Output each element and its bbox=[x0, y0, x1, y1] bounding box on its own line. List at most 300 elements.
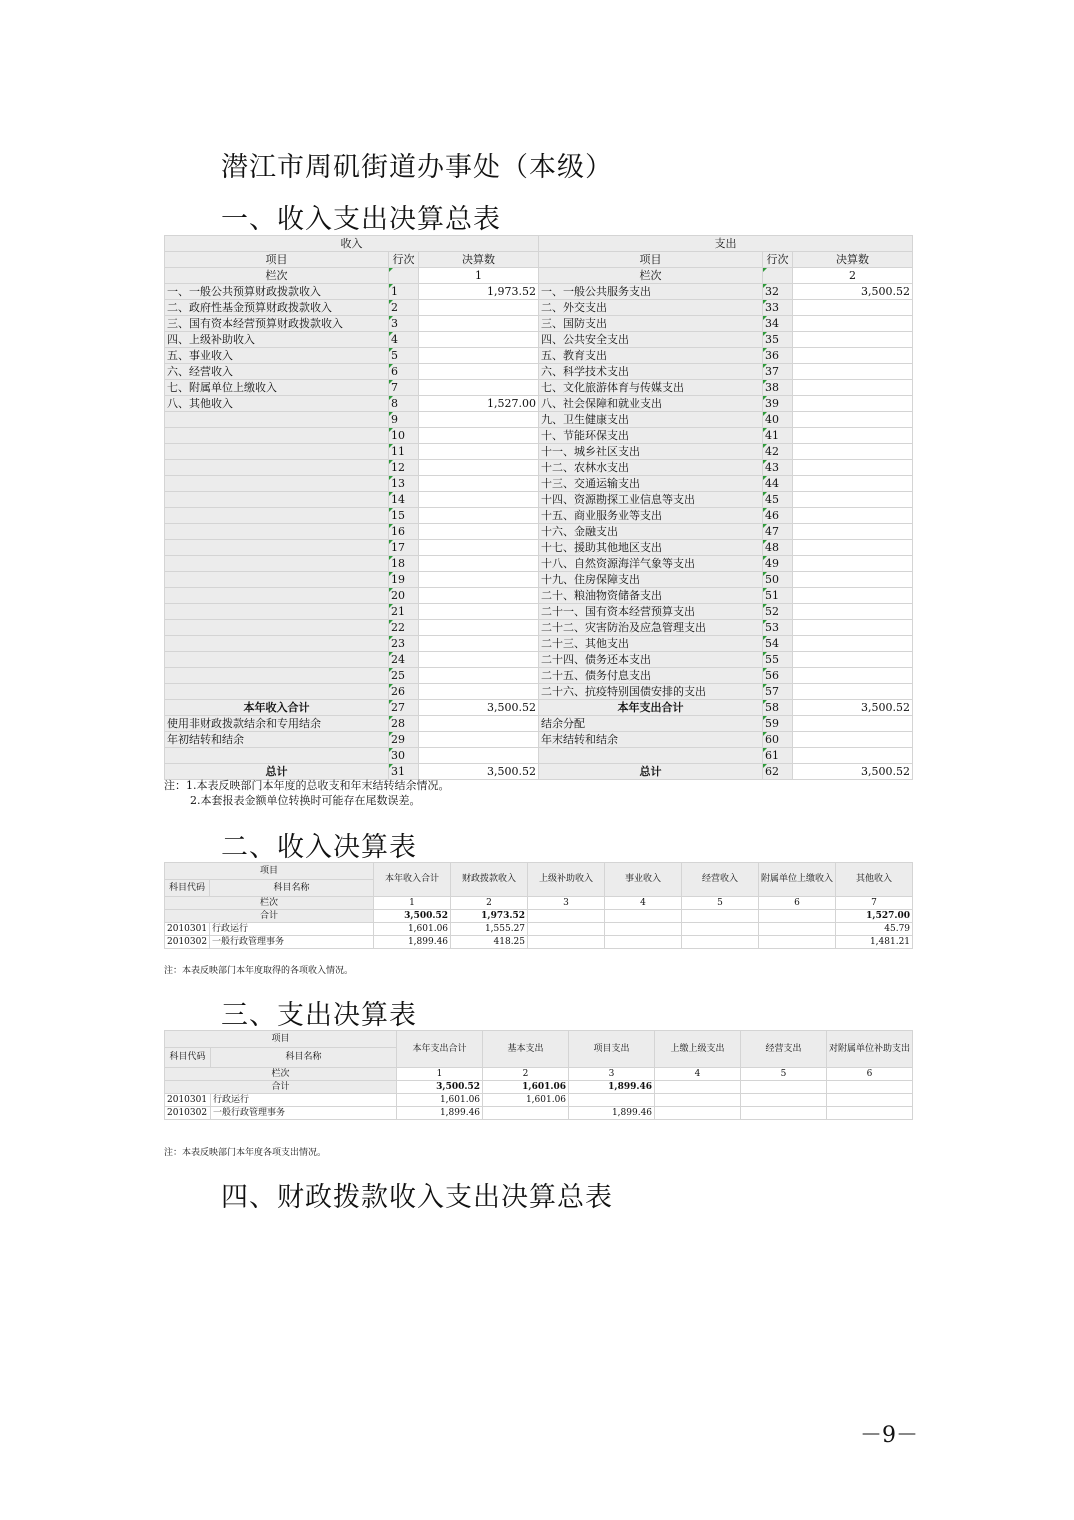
total-value bbox=[605, 910, 682, 923]
expense-item: 十五、商业服务业等支出 bbox=[539, 508, 763, 524]
subject-code: 2010302 bbox=[165, 936, 210, 949]
code-header: 科目代码 bbox=[165, 1048, 211, 1068]
table-row bbox=[165, 428, 913, 444]
expense-amount bbox=[793, 508, 913, 524]
col-number: 2 bbox=[483, 1068, 569, 1081]
col-number: 5 bbox=[682, 897, 759, 910]
income-amount bbox=[419, 620, 539, 636]
expense-row-no: 39 bbox=[763, 396, 793, 412]
expense-item: 十八、自然资源海洋气象等支出 bbox=[539, 556, 763, 572]
income-row-no: 30 bbox=[389, 748, 419, 764]
total-value bbox=[528, 910, 605, 923]
col-number: 7 bbox=[836, 897, 913, 910]
cell-value bbox=[741, 1107, 827, 1120]
expense-item: 二、外交支出 bbox=[539, 300, 763, 316]
income-row-no: 14 bbox=[389, 492, 419, 508]
cell-value bbox=[483, 1107, 569, 1120]
col-header-4: 上缴上级支出 bbox=[655, 1031, 741, 1068]
expense-amount bbox=[793, 316, 913, 332]
total-value: 1,899.46 bbox=[569, 1081, 655, 1094]
col-number: 3 bbox=[569, 1068, 655, 1081]
income-amount bbox=[419, 588, 539, 604]
income-item: 总计 bbox=[165, 764, 389, 780]
table-row bbox=[165, 300, 913, 316]
income-amount bbox=[419, 668, 539, 684]
income-row-no: 12 bbox=[389, 460, 419, 476]
income-row-no: 28 bbox=[389, 716, 419, 732]
cell-value: 1,481.21 bbox=[836, 936, 913, 949]
income-row-no: 8 bbox=[389, 396, 419, 412]
page-number: －9－ bbox=[860, 1423, 918, 1448]
expense-row-no: 51 bbox=[763, 588, 793, 604]
expense-row-no: 32 bbox=[763, 284, 793, 300]
expense-amount bbox=[793, 652, 913, 668]
col-number: 4 bbox=[655, 1068, 741, 1081]
subject-name: 行政运行 bbox=[210, 923, 374, 936]
table-row bbox=[165, 332, 913, 348]
expense-row-no: 33 bbox=[763, 300, 793, 316]
cell-value bbox=[682, 923, 759, 936]
income-row-no: 1 bbox=[389, 284, 419, 300]
income-item bbox=[165, 556, 389, 572]
total-value: 1,527.00 bbox=[836, 910, 913, 923]
expense-amount bbox=[793, 748, 913, 764]
expense-item: 五、教育支出 bbox=[539, 348, 763, 364]
col-header-5: 经营支出 bbox=[741, 1031, 827, 1068]
table-row bbox=[165, 412, 913, 428]
expense-row-no: 49 bbox=[763, 556, 793, 572]
expense-row-no: 62 bbox=[763, 764, 793, 780]
label-row: 栏次 bbox=[165, 1068, 397, 1081]
income-item: 本年收入合计 bbox=[165, 700, 389, 716]
income-amount bbox=[419, 716, 539, 732]
income-item bbox=[165, 524, 389, 540]
expense-amount bbox=[793, 460, 913, 476]
expense-item: 二十五、债务付息支出 bbox=[539, 668, 763, 684]
expense-row-no: 34 bbox=[763, 316, 793, 332]
income-row-no: 19 bbox=[389, 572, 419, 588]
expense-amount bbox=[793, 524, 913, 540]
expense-amount bbox=[793, 348, 913, 364]
total-value bbox=[682, 910, 759, 923]
income-item bbox=[165, 652, 389, 668]
total-row bbox=[165, 910, 913, 923]
income-item bbox=[165, 444, 389, 460]
table-row bbox=[165, 668, 913, 684]
expense-item: 二十、粮油物资储备支出 bbox=[539, 588, 763, 604]
expense-label-row: 栏次 bbox=[539, 268, 763, 284]
table-row bbox=[165, 492, 913, 508]
income-item bbox=[165, 748, 389, 764]
expense-amount bbox=[793, 444, 913, 460]
code-header: 科目代码 bbox=[165, 880, 210, 897]
expense-amount bbox=[793, 380, 913, 396]
table-row bbox=[165, 748, 913, 764]
income-row-no: 17 bbox=[389, 540, 419, 556]
col-header-5: 经营收入 bbox=[682, 863, 759, 897]
income-item bbox=[165, 620, 389, 636]
income-item: 二、政府性基金预算财政拨款收入 bbox=[165, 300, 389, 316]
section3-heading: 三、支出决算表 bbox=[221, 1000, 417, 1031]
section1-note-2: 2.本套报表金额单位转换时可能存在尾数误差。 bbox=[190, 794, 421, 807]
expense-row-no: 53 bbox=[763, 620, 793, 636]
table-row bbox=[165, 716, 913, 732]
expense-amount bbox=[793, 428, 913, 444]
expense-amount: 3,500.52 bbox=[793, 700, 913, 716]
income-row-no: 22 bbox=[389, 620, 419, 636]
income-item bbox=[165, 492, 389, 508]
table-row bbox=[165, 764, 913, 780]
income-amount bbox=[419, 444, 539, 460]
income-item bbox=[165, 684, 389, 700]
subject-code: 2010302 bbox=[165, 1107, 211, 1120]
expense-amount: 3,500.52 bbox=[793, 764, 913, 780]
table-row bbox=[165, 588, 913, 604]
table-row bbox=[165, 540, 913, 556]
income-item: 七、附属单位上缴收入 bbox=[165, 380, 389, 396]
expense-item: 本年支出合计 bbox=[539, 700, 763, 716]
expense-header: 支出 bbox=[539, 236, 913, 252]
expense-amount bbox=[793, 540, 913, 556]
expense-item: 十九、住房保障支出 bbox=[539, 572, 763, 588]
section1-note-1: 注：1.本表反映部门本年度的总收支和年末结转结余情况。 bbox=[164, 779, 450, 792]
income-row-no: 26 bbox=[389, 684, 419, 700]
income-statement-table bbox=[164, 862, 913, 949]
income-amount bbox=[419, 348, 539, 364]
table-row bbox=[165, 476, 913, 492]
expense-row-no: 57 bbox=[763, 684, 793, 700]
income-item bbox=[165, 588, 389, 604]
income-item bbox=[165, 476, 389, 492]
cell-value bbox=[741, 1094, 827, 1107]
cell-value bbox=[569, 1094, 655, 1107]
income-amount bbox=[419, 556, 539, 572]
expense-row-no: 40 bbox=[763, 412, 793, 428]
expense-row-no: 56 bbox=[763, 668, 793, 684]
expense-row-no: 45 bbox=[763, 492, 793, 508]
income-amount: 1,973.52 bbox=[419, 284, 539, 300]
table-row bbox=[165, 284, 913, 300]
expense-amount bbox=[793, 396, 913, 412]
col-header-1: 本年支出合计 bbox=[397, 1031, 483, 1068]
income-header: 收入 bbox=[165, 236, 539, 252]
cell-value bbox=[655, 1107, 741, 1120]
income-item bbox=[165, 540, 389, 556]
table-row bbox=[165, 636, 913, 652]
table-row bbox=[165, 572, 913, 588]
cell-value bbox=[759, 936, 836, 949]
income-amount: 1,527.00 bbox=[419, 396, 539, 412]
col-number: 1 bbox=[374, 897, 451, 910]
expense-row-no: 35 bbox=[763, 332, 793, 348]
expense-item: 十六、金融支出 bbox=[539, 524, 763, 540]
income-row-no: 18 bbox=[389, 556, 419, 572]
expense-amount bbox=[793, 476, 913, 492]
income-item: 八、其他收入 bbox=[165, 396, 389, 412]
cell-value: 418.25 bbox=[451, 936, 528, 949]
expense-item: 十七、援助其他地区支出 bbox=[539, 540, 763, 556]
col-header-1: 本年收入合计 bbox=[374, 863, 451, 897]
income-amount bbox=[419, 652, 539, 668]
income-item: 使用非财政拨款结余和专用结余 bbox=[165, 716, 389, 732]
section2-heading: 二、收入决算表 bbox=[221, 832, 417, 863]
name-header: 科目名称 bbox=[210, 880, 374, 897]
expense-amount bbox=[793, 684, 913, 700]
cell-value: 1,601.06 bbox=[397, 1094, 483, 1107]
cell-value bbox=[827, 1107, 913, 1120]
expense-amount bbox=[793, 300, 913, 316]
expense-amount bbox=[793, 556, 913, 572]
income-item: 六、经营收入 bbox=[165, 364, 389, 380]
total-value: 3,500.52 bbox=[397, 1081, 483, 1094]
expense-item bbox=[539, 748, 763, 764]
income-row-no: 3 bbox=[389, 316, 419, 332]
subject-code: 2010301 bbox=[165, 923, 210, 936]
expense-item: 十四、资源勘探工业信息等支出 bbox=[539, 492, 763, 508]
table-row bbox=[165, 604, 913, 620]
income-item bbox=[165, 668, 389, 684]
label-row: 栏次 bbox=[165, 897, 374, 910]
expense-item: 四、公共安全支出 bbox=[539, 332, 763, 348]
table-row bbox=[165, 396, 913, 412]
income-item bbox=[165, 604, 389, 620]
income-amount bbox=[419, 636, 539, 652]
table-row bbox=[165, 923, 913, 936]
expense-row-no: 60 bbox=[763, 732, 793, 748]
cell-value: 1,555.27 bbox=[451, 923, 528, 936]
income-amount bbox=[419, 364, 539, 380]
cell-value: 1,601.06 bbox=[483, 1094, 569, 1107]
total-value: 1,601.06 bbox=[483, 1081, 569, 1094]
expense-row-no: 59 bbox=[763, 716, 793, 732]
income-row-no: 25 bbox=[389, 668, 419, 684]
cell-value bbox=[528, 936, 605, 949]
income-item bbox=[165, 428, 389, 444]
income-amount bbox=[419, 572, 539, 588]
expense-row-no: 42 bbox=[763, 444, 793, 460]
table-row bbox=[165, 460, 913, 476]
expense-amount bbox=[793, 588, 913, 604]
expense-item: 一、一般公共服务支出 bbox=[539, 284, 763, 300]
expense-item: 十三、交通运输支出 bbox=[539, 476, 763, 492]
expense-row-header: 行次 bbox=[763, 252, 793, 268]
expense-row-no: 46 bbox=[763, 508, 793, 524]
income-row-no: 24 bbox=[389, 652, 419, 668]
table-row bbox=[165, 732, 913, 748]
income-amount bbox=[419, 316, 539, 332]
income-amount bbox=[419, 684, 539, 700]
total-label: 合计 bbox=[165, 1081, 397, 1094]
expense-item: 十、节能环保支出 bbox=[539, 428, 763, 444]
income-amount bbox=[419, 476, 539, 492]
expense-item: 十二、农林水支出 bbox=[539, 460, 763, 476]
income-row-no: 9 bbox=[389, 412, 419, 428]
table-row bbox=[165, 936, 913, 949]
expense-row-no: 38 bbox=[763, 380, 793, 396]
subject-code: 2010301 bbox=[165, 1094, 211, 1107]
income-amount bbox=[419, 380, 539, 396]
income-amount: 3,500.52 bbox=[419, 764, 539, 780]
income-row-no: 7 bbox=[389, 380, 419, 396]
col-header-2: 财政拨款收入 bbox=[451, 863, 528, 897]
expense-amount bbox=[793, 636, 913, 652]
income-row-no: 27 bbox=[389, 700, 419, 716]
expense-amount bbox=[793, 364, 913, 380]
total-value: 1,973.52 bbox=[451, 910, 528, 923]
expense-row-no: 37 bbox=[763, 364, 793, 380]
table-row bbox=[165, 684, 913, 700]
cell-value bbox=[528, 923, 605, 936]
total-value bbox=[759, 910, 836, 923]
income-item: 年初结转和结余 bbox=[165, 732, 389, 748]
income-item: 一、一般公共预算财政拨款收入 bbox=[165, 284, 389, 300]
income-item-header: 项目 bbox=[165, 252, 389, 268]
expense-amount bbox=[793, 668, 913, 684]
income-row-header: 行次 bbox=[389, 252, 419, 268]
total-value bbox=[827, 1081, 913, 1094]
income-row-no: 6 bbox=[389, 364, 419, 380]
cell-value bbox=[759, 923, 836, 936]
expense-item: 二十一、国有资本经营预算支出 bbox=[539, 604, 763, 620]
expense-row-no: 47 bbox=[763, 524, 793, 540]
section4-heading: 四、财政拨款收入支出决算总表 bbox=[221, 1182, 613, 1213]
total-label: 合计 bbox=[165, 910, 374, 923]
expense-col-number: 2 bbox=[793, 268, 913, 284]
income-row-no: 23 bbox=[389, 636, 419, 652]
col-header-7: 其他收入 bbox=[836, 863, 913, 897]
income-row-no: 29 bbox=[389, 732, 419, 748]
income-row-no: 10 bbox=[389, 428, 419, 444]
income-amount bbox=[419, 492, 539, 508]
income-amount bbox=[419, 460, 539, 476]
expense-amount bbox=[793, 492, 913, 508]
total-value: 3,500.52 bbox=[374, 910, 451, 923]
col-header-3: 上级补助收入 bbox=[528, 863, 605, 897]
cell-value bbox=[605, 923, 682, 936]
expense-amount bbox=[793, 732, 913, 748]
expense-item: 七、文化旅游体育与传媒支出 bbox=[539, 380, 763, 396]
expense-row-no: 55 bbox=[763, 652, 793, 668]
table-row bbox=[165, 1107, 913, 1120]
income-amount bbox=[419, 604, 539, 620]
income-row-no: 4 bbox=[389, 332, 419, 348]
expense-item: 九、卫生健康支出 bbox=[539, 412, 763, 428]
cell-value: 1,899.46 bbox=[397, 1107, 483, 1120]
table-row bbox=[165, 524, 913, 540]
expense-item: 十一、城乡社区支出 bbox=[539, 444, 763, 460]
col-number: 4 bbox=[605, 897, 682, 910]
col-header-6: 附属单位上缴收入 bbox=[759, 863, 836, 897]
expense-row-no: 52 bbox=[763, 604, 793, 620]
col-number: 6 bbox=[827, 1068, 913, 1081]
expense-item: 三、国防支出 bbox=[539, 316, 763, 332]
income-amount bbox=[419, 524, 539, 540]
expense-row-no: 43 bbox=[763, 460, 793, 476]
expense-amount: 3,500.52 bbox=[793, 284, 913, 300]
income-item bbox=[165, 508, 389, 524]
income-amount bbox=[419, 508, 539, 524]
col-header-2: 基本支出 bbox=[483, 1031, 569, 1068]
income-amount bbox=[419, 412, 539, 428]
income-item bbox=[165, 460, 389, 476]
income-item-header: 项目 bbox=[165, 863, 374, 880]
expense-item: 二十二、灾害防治及应急管理支出 bbox=[539, 620, 763, 636]
expense-item: 年末结转和结余 bbox=[539, 732, 763, 748]
expense-item: 二十六、抗疫特别国债安排的支出 bbox=[539, 684, 763, 700]
expense-row-no: 48 bbox=[763, 540, 793, 556]
cell-value: 1,899.46 bbox=[374, 936, 451, 949]
expense-statement-table bbox=[164, 1030, 913, 1120]
income-row-no: 13 bbox=[389, 476, 419, 492]
expense-item-header: 项目 bbox=[539, 252, 763, 268]
expense-amount bbox=[793, 332, 913, 348]
expense-row-no: 44 bbox=[763, 476, 793, 492]
section3-note: 注：本表反映部门本年度各项支出情况。 bbox=[164, 1148, 327, 1158]
section2-note: 注：本表反映部门本年度取得的各项收入情况。 bbox=[164, 966, 354, 976]
section1-heading: 一、收入支出决算总表 bbox=[221, 204, 501, 235]
income-item bbox=[165, 412, 389, 428]
income-amount-header: 决算数 bbox=[419, 252, 539, 268]
expense-item-header: 项目 bbox=[165, 1031, 397, 1048]
col-number: 3 bbox=[528, 897, 605, 910]
income-item: 三、国有资本经营预算财政拨款收入 bbox=[165, 316, 389, 332]
expense-amount bbox=[793, 572, 913, 588]
cell-value bbox=[682, 936, 759, 949]
expense-amount bbox=[793, 604, 913, 620]
income-item bbox=[165, 636, 389, 652]
income-expense-summary-table bbox=[164, 235, 913, 780]
expense-item: 二十三、其他支出 bbox=[539, 636, 763, 652]
income-amount bbox=[419, 748, 539, 764]
table-row bbox=[165, 700, 913, 716]
expense-amount bbox=[793, 412, 913, 428]
name-header: 科目名称 bbox=[211, 1048, 397, 1068]
expense-row-no: 61 bbox=[763, 748, 793, 764]
expense-item: 六、科学技术支出 bbox=[539, 364, 763, 380]
total-value bbox=[741, 1081, 827, 1094]
col-header-4: 事业收入 bbox=[605, 863, 682, 897]
income-amount bbox=[419, 732, 539, 748]
income-row-no: 21 bbox=[389, 604, 419, 620]
total-row bbox=[165, 1081, 913, 1094]
cell-value bbox=[827, 1094, 913, 1107]
income-label-row-blank bbox=[389, 268, 419, 284]
income-item: 五、事业收入 bbox=[165, 348, 389, 364]
income-row-no: 20 bbox=[389, 588, 419, 604]
table-row bbox=[165, 1094, 913, 1107]
expense-item: 结余分配 bbox=[539, 716, 763, 732]
subject-name: 一般行政管理事务 bbox=[211, 1107, 397, 1120]
income-amount bbox=[419, 540, 539, 556]
table-row bbox=[165, 652, 913, 668]
table-row bbox=[165, 620, 913, 636]
table-row bbox=[165, 508, 913, 524]
expense-amount bbox=[793, 620, 913, 636]
expense-amount-header: 决算数 bbox=[793, 252, 913, 268]
expense-row-no: 58 bbox=[763, 700, 793, 716]
expense-row-no: 50 bbox=[763, 572, 793, 588]
income-amount bbox=[419, 332, 539, 348]
income-col-number: 1 bbox=[419, 268, 539, 284]
income-item: 四、上级补助收入 bbox=[165, 332, 389, 348]
table-row bbox=[165, 380, 913, 396]
subject-name: 一般行政管理事务 bbox=[210, 936, 374, 949]
expense-row-no: 36 bbox=[763, 348, 793, 364]
total-value bbox=[655, 1081, 741, 1094]
income-amount: 3,500.52 bbox=[419, 700, 539, 716]
income-amount bbox=[419, 428, 539, 444]
income-row-no: 5 bbox=[389, 348, 419, 364]
